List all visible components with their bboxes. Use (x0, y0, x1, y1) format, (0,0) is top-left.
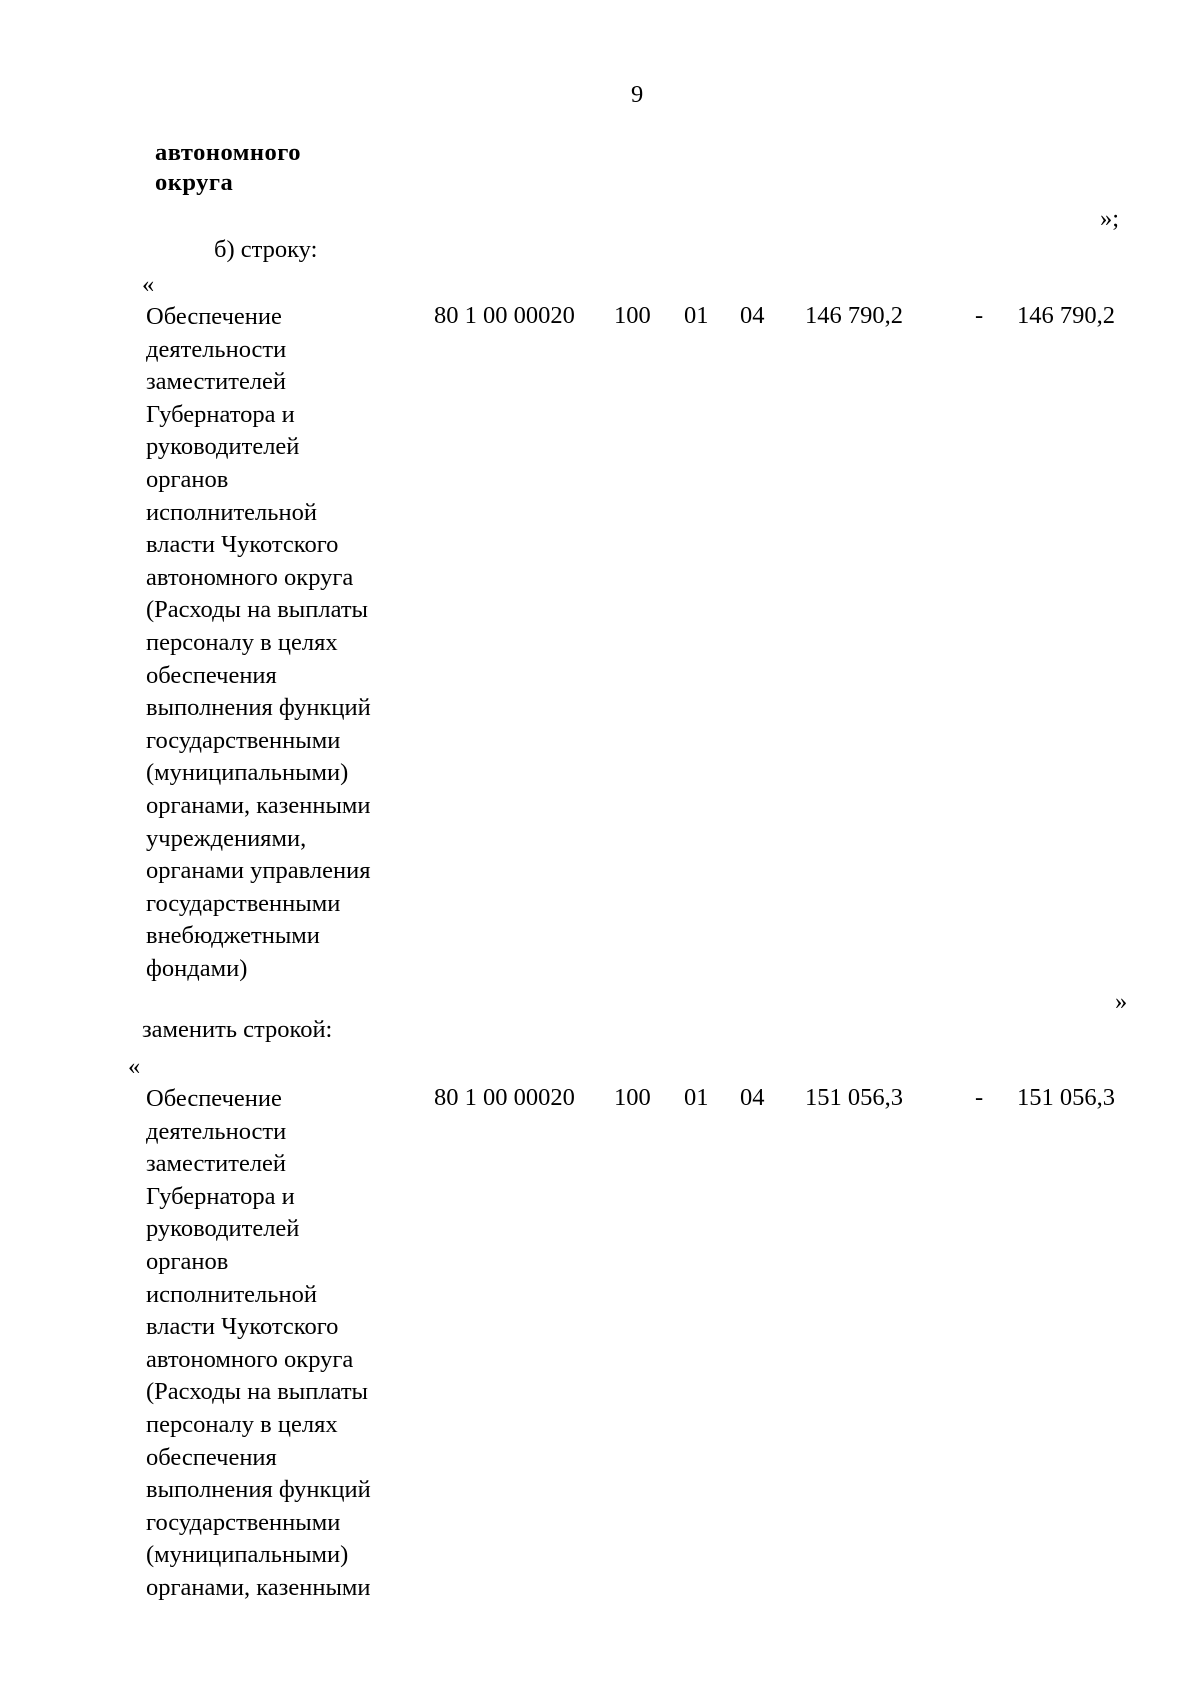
name-line: автономного округа (146, 1345, 354, 1373)
name-line: исполнительной (146, 1280, 317, 1308)
row-2-vr: 100 (614, 1084, 651, 1111)
row-2-total: 151 056,3 (1017, 1084, 1115, 1111)
row-2-name (146, 1083, 371, 1605)
name-line: государственными (146, 726, 341, 754)
name-line: исполнительной (146, 498, 317, 526)
name-line: (Расходы на выплаты (146, 596, 369, 624)
name-line: (Расходы на выплаты (146, 1378, 369, 1406)
name-line: руководителей (146, 433, 300, 461)
name-line: государственными (146, 889, 341, 917)
opening-quote: « (142, 271, 155, 298)
row-2-pr: 04 (740, 1084, 765, 1111)
heading-line: округа (155, 169, 234, 196)
row-1-name (146, 301, 371, 985)
row-1-csr: 80 1 00 00020 (434, 302, 575, 329)
row-2-sum: 151 056,3 (805, 1084, 903, 1111)
page-number: 9 (631, 81, 644, 108)
name-line: руководителей (146, 1215, 300, 1243)
name-line: внебюджетными (146, 922, 320, 950)
name-line: учреждениями, (146, 824, 307, 852)
name-line: выполнения функций (146, 694, 371, 722)
name-line: обеспечения (146, 1443, 277, 1471)
opening-quote: « (128, 1053, 141, 1080)
name-line: органами, казенными (146, 791, 371, 819)
heading-fragment (155, 138, 301, 198)
name-line: фондами) (146, 954, 248, 982)
row-1-pr: 04 (740, 302, 765, 329)
row-1-rz: 01 (684, 302, 709, 329)
name-line: органов (146, 1247, 229, 1275)
row-1-total: 146 790,2 (1017, 302, 1115, 329)
heading-line: автономного (155, 139, 302, 166)
name-line: органами управления (146, 857, 371, 885)
name-line: персоналу в целях (146, 1410, 338, 1438)
row-1-sum: 146 790,2 (805, 302, 903, 329)
name-line: заместителей (146, 368, 287, 396)
name-line: обеспечения (146, 661, 277, 689)
name-line: заместителей (146, 1150, 287, 1178)
name-line: автономного округа (146, 563, 354, 591)
name-line: органов (146, 465, 229, 493)
name-line: выполнения функций (146, 1476, 371, 1504)
replace-text: заменить строкой: (142, 1016, 333, 1043)
name-line: Губернатора и (146, 1182, 295, 1210)
row-1-vr: 100 (614, 302, 651, 329)
name-line: Губернатора и (146, 400, 295, 428)
row-2-dash: - (975, 1084, 984, 1111)
name-line: (муниципальными) (146, 1541, 349, 1569)
closing-quote: »; (1100, 205, 1120, 232)
name-line: деятельности (146, 1117, 287, 1145)
row-2-csr: 80 1 00 00020 (434, 1084, 575, 1111)
row-2-rz: 01 (684, 1084, 709, 1111)
name-line: деятельности (146, 335, 287, 363)
name-line: (муниципальными) (146, 759, 349, 787)
name-line: государственными (146, 1508, 341, 1536)
name-line: персоналу в целях (146, 628, 338, 656)
name-line: органами, казенными (146, 1573, 371, 1601)
closing-quote: » (1115, 988, 1128, 1015)
name-line: Обеспечение (146, 303, 282, 330)
name-line: власти Чукотского (146, 1313, 339, 1341)
name-line: власти Чукотского (146, 531, 339, 559)
name-line: Обеспечение (146, 1085, 282, 1112)
row-1-dash: - (975, 302, 984, 329)
item-b-text: б) строку: (214, 236, 318, 263)
